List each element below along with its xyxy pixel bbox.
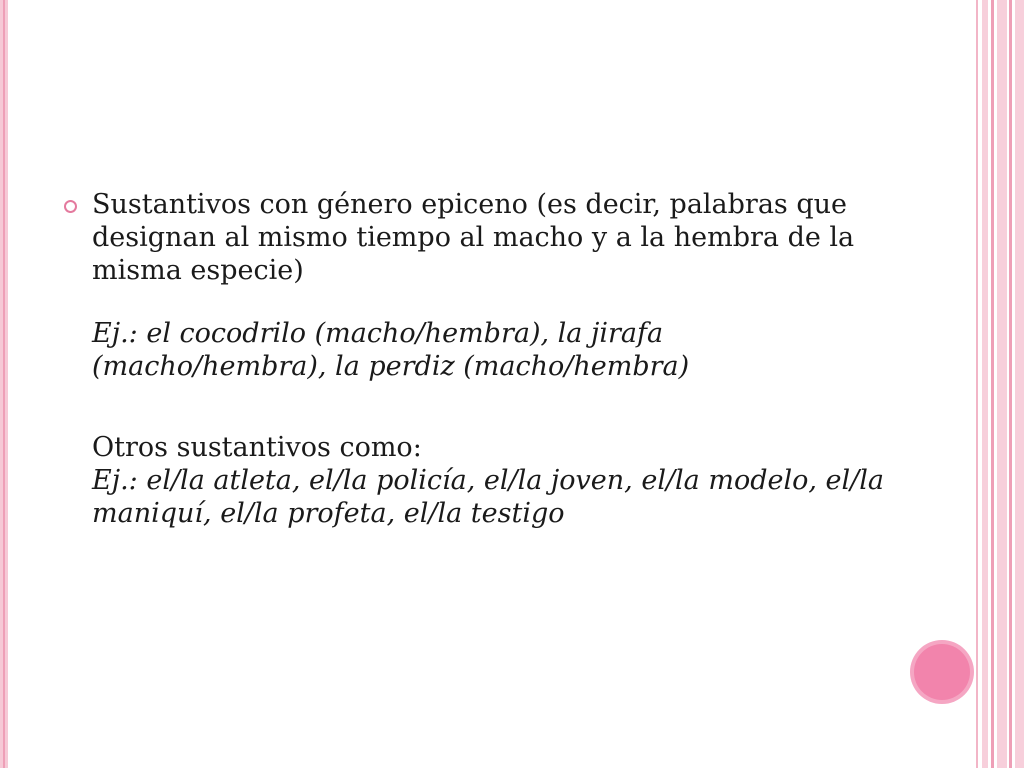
right-decorative-stripes — [976, 0, 1024, 768]
stripe — [976, 0, 978, 768]
stripe — [991, 0, 994, 768]
example-animals: Ej.: el cocodrilo (macho/hembra), la jirafa (macho/hembra), la perdiz (macho/hembra) — [92, 318, 690, 382]
stripe — [982, 0, 988, 768]
stripe — [1009, 0, 1012, 768]
bullet-item — [92, 188, 892, 287]
bullet-text: Sustantivos con género epiceno (es decir, palabras que designan al mismo tiempo al macho y a la hembra de la misma especie) — [92, 189, 855, 286]
stripe — [997, 0, 1007, 768]
left-decorative-border — [0, 0, 8, 768]
decorative-circle — [910, 640, 974, 704]
others-label: Otros sustantivos como: — [92, 432, 422, 463]
slide-content — [92, 188, 892, 530]
ring-bullet-icon — [64, 200, 77, 213]
stripe — [1015, 0, 1024, 768]
example-common-nouns: Ej.: el/la atleta, el/la policía, el/la joven, el/la modelo, el/la maniquí, el/la profeta, el/la testigo — [92, 465, 884, 529]
